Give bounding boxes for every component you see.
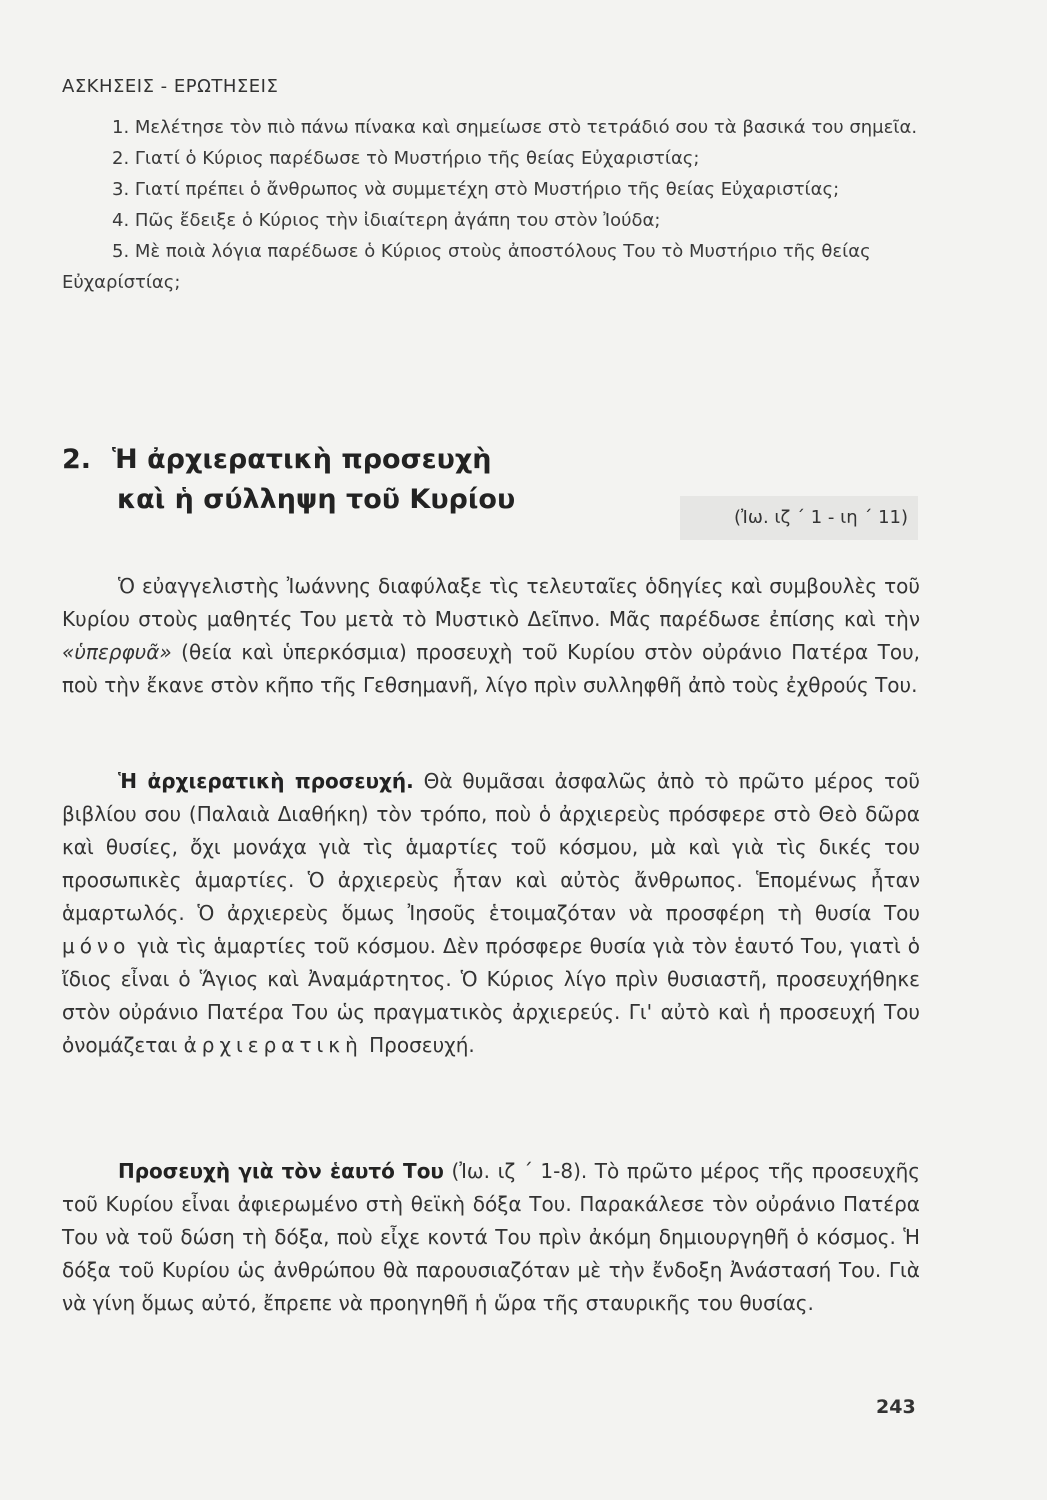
intro-quote: «ὑπερφυᾶ» (62, 640, 172, 664)
exercise-item: 4. Πῶς ἔδειξε ὁ Κύριος τὴν ἰδιαίτερη ἀγάπη του στὸν Ἰούδα; (112, 210, 661, 231)
intro-paragraph (62, 570, 920, 702)
exercise-item: 2. Γιατί ὁ Κύριος παρέδωσε τὸ Μυστήριο τῆς θείας Εὐχαριστίας; (112, 148, 700, 169)
exercise-item: 1. Μελέτησε τὸν πιὸ πάνω πίνακα καὶ σημείωσε στὸ τετράδιό σου τὰ βασικά του σημεῖα. (112, 117, 918, 138)
intro-text: Ὁ εὐαγγελιστὴς Ἰωάννης διαφύλαξε τὶς τελευταῖες ὁδηγίες καὶ συμβουλὲς τοῦ Κυρίου στοὺς μαθητές Του μετὰ τὸ Μυστικὸ Δεῖπνο. Μᾶς παρέδωσε ἐπίσης καὶ τὴν (62, 574, 920, 631)
exercise-item: 3. Γιατί πρέπει ὁ ἄνθρωπος νὰ συμμετέχη στὸ Μυστήριο τῆς θείας Εὐχαριστίας; (112, 179, 840, 200)
emphasis-archpriestly: ἀρχιερατικὴ (183, 1033, 363, 1057)
archpriest-text-a: Θὰ θυμᾶσαι ἀσφαλῶς ἀπὸ τὸ πρῶτο μέρος τοῦ βιβλίου σου (Παλαιὰ Διαθήκη) τὸν τρόπο, ποὺ ὁ ἀρχιερεὺς πρόσφερε στὸ Θεὸ δῶρα καὶ θυσίες, ὄχι μονάχα γιὰ τὶς ἁμαρτίες τοῦ κόσμου, μὰ καὶ γιὰ τὶς δικές του προσωπικὲς ἁμαρτίες. Ὁ ἀρχιερεὺς ἦταν καὶ αὐτὸς ἄνθρωπος. Ἑπομένως ἦταν ἁμαρτωλός. Ὁ ἀρχιερεὺς ὅμως Ἰησοῦς ἑτοιμαζόταν νὰ προσφέρη τὴ θυσία Του (62, 769, 920, 925)
exercise-item: 5. Μὲ ποιὰ λόγια παρέδωσε ὁ Κύριος στοὺς ἀποστόλους Του τὸ Μυστήριο τῆς θείας Εὐχαρίστίας; (62, 241, 871, 293)
emphasis-only: μόνο (62, 934, 131, 958)
intro-text-end: (θεία καὶ ὑπερκόσμια) προσευχὴ τοῦ Κυρίου στὸν οὐράνιο Πατέρα Του, ποὺ τὴν ἔκανε στὸν κῆπο τῆς Γεθσημανῆ, λίγο πρὶν συλληφθῆ ἀπὸ τοὺς ἐχθρούς Του. (62, 640, 920, 697)
archpriest-text-c: Προσευχή. (369, 1033, 475, 1057)
section-title-line1: Ἡ ἀρχιερατικὴ προσευχὴ (112, 444, 492, 475)
section-title-line2: καὶ ἡ σύλληψη τοῦ Κυρίου (117, 484, 516, 515)
scripture-reference: (Ἰω. ιζ ΄ 1 - ιη ΄ 11) (680, 496, 918, 540)
archpriest-heading: Ἡ ἀρχιερατικὴ προσευχή. (118, 769, 414, 793)
exercises-title: ΑΣΚΗΣΕΙΣ - ΕΡΩΤΗΣΕΙΣ (62, 76, 279, 97)
self-prayer-paragraph (62, 1155, 920, 1320)
archpriest-text-b: γιὰ τὶς ἁμαρτίες τοῦ κόσμου. Δὲν πρόσφερε θυσία γιὰ τὸν ἑαυτό Του, γιατὶ ὁ ἴδιος εἶναι ὁ Ἅγιος καὶ Ἀναμάρτητος. Ὁ Κύριος λίγο πρὶν θυσιαστῆ, προσευχήθηκε στὸν οὐράνιο Πατέρα Του ὡς πραγματικὸς ἀρχιερεύς. Γι' αὐτὸ καὶ ἡ προσευχή Του ὀνομάζεται (62, 934, 921, 1057)
exercise-list (62, 112, 922, 298)
section-number: 2. (62, 444, 92, 475)
page-number: 243 (876, 1396, 916, 1418)
self-prayer-text: (Ἰω. ιζ ΄ 1-8). Τὸ πρῶτο μέρος τῆς προσευχῆς τοῦ Κυρίου εἶναι ἀφιερωμένο στὴ θεϊκὴ δόξα Του. Παρακάλεσε τὸν οὐράνιο Πατέρα Του νὰ τοῦ δώση τὴ δόξα, ποὺ εἶχε κοντά Του πρὶν ἀκόμη δημιουργηθῆ ὁ κόσμος. Ἡ δόξα τοῦ Κυρίου ὡς ἀνθρώπου θὰ παρουσιαζόταν μὲ τὴν ἔνδοξη Ἀνάστασή Του. Γιὰ νὰ γίνη ὅμως αὐτό, ἔπρεπε νὰ προηγηθῆ ἡ ὥρα τῆς σταυρικῆς του θυσίας. (62, 1159, 920, 1315)
section-heading (62, 440, 515, 520)
self-prayer-heading: Προσευχὴ γιὰ τὸν ἑαυτό Του (118, 1159, 444, 1183)
archpriest-paragraph (62, 765, 920, 1062)
